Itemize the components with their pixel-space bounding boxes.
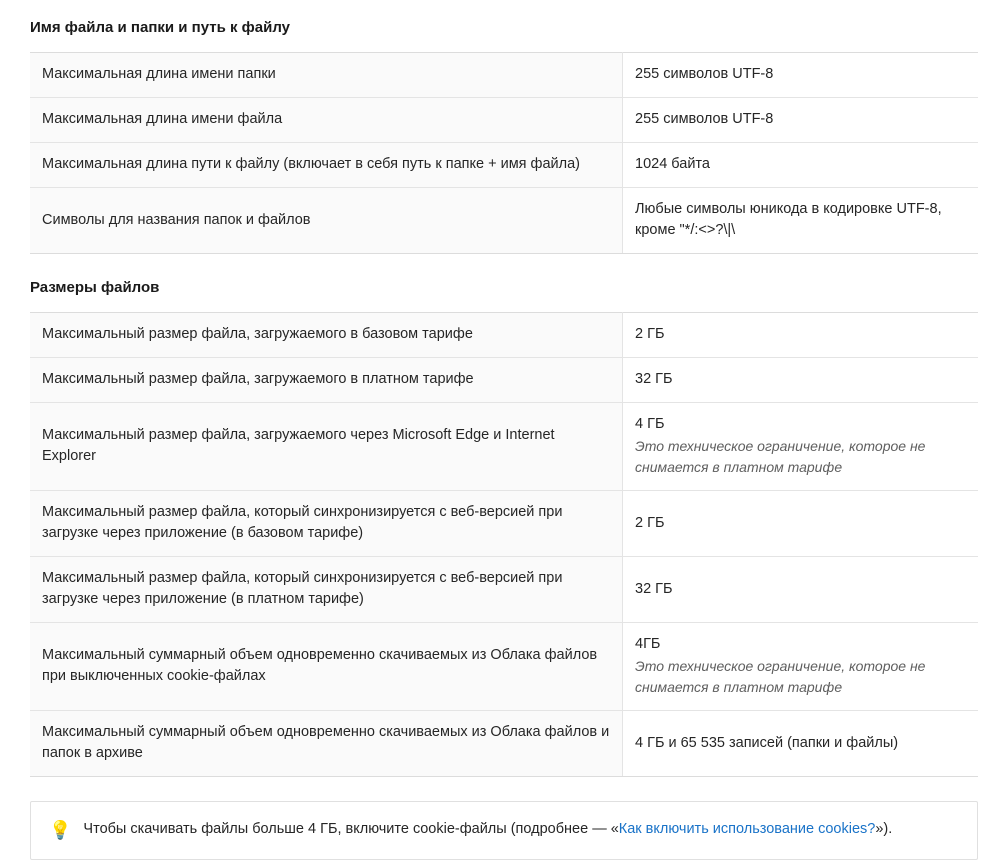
table-row	[30, 557, 978, 623]
row-key: Максимальная длина имени файла	[30, 98, 623, 143]
row-key: Максимальный размер файла, который синхронизируется с веб-версией при загрузке через приложение (в базовом тарифе)	[30, 491, 623, 557]
row-value-text: 4ГБ	[635, 636, 661, 652]
row-value-text: Любые символы юникода в кодировке UTF-8, кроме "*/:<>?\|\	[635, 201, 942, 238]
table-row	[30, 53, 978, 98]
row-value	[623, 313, 979, 358]
table-filenames	[30, 52, 978, 254]
row-value	[623, 98, 979, 143]
table-row	[30, 623, 978, 711]
lightbulb-icon: 💡	[49, 820, 72, 840]
section-title-filesizes: Размеры файлов	[30, 279, 160, 296]
row-value-note: Это техническое ограничение, которое не снимается в платном тарифе	[635, 658, 926, 695]
row-key: Максимальная длина пути к файлу (включает в себя путь к папке + имя файла)	[30, 143, 623, 188]
row-value-text: 255 символов UTF-8	[635, 111, 774, 127]
row-value-text: 2 ГБ	[635, 326, 665, 342]
table-row	[30, 711, 978, 777]
row-value-text: 4 ГБ и 65 535 записей (папки и файлы)	[635, 734, 899, 751]
row-value	[623, 143, 979, 188]
tip-callout	[30, 801, 978, 860]
row-key: Символы для названия папок и файлов	[30, 188, 623, 254]
row-value-text: 32 ГБ	[635, 580, 673, 597]
row-value	[623, 623, 979, 711]
table-row	[30, 491, 978, 557]
tip-text-after: »).	[875, 821, 893, 837]
tip-callout-text	[83, 818, 892, 841]
table-row	[30, 98, 978, 143]
cookies-help-link[interactable]: Как включить использование cookies?	[618, 821, 876, 837]
row-value	[623, 557, 979, 623]
table-row	[30, 188, 978, 254]
row-value-note: Это техническое ограничение, которое не снимается в платном тарифе	[635, 438, 926, 475]
row-key: Максимальный суммарный объем одновременно скачиваемых из Облака файлов при выключенных cookie-файлах	[30, 623, 623, 711]
row-key: Максимальный размер файла, загружаемого в базовом тарифе	[30, 313, 623, 358]
row-value	[623, 188, 979, 254]
table-row	[30, 358, 978, 403]
row-value	[623, 491, 979, 557]
row-value	[623, 711, 979, 777]
row-value	[623, 53, 979, 98]
row-key: Максимальный размер файла, загружаемого через Microsoft Edge и Internet Explorer	[30, 403, 623, 491]
row-key: Максимальный размер файла, загружаемого в платном тарифе	[30, 358, 623, 403]
row-key: Максимальный суммарный объем одновременно скачиваемых из Облака файлов и папок в архиве	[30, 711, 623, 777]
row-key: Максимальный размер файла, который синхронизируется с веб-версией при загрузке через приложение (в платном тарифе)	[30, 557, 623, 623]
row-value	[623, 403, 979, 491]
table-row	[30, 313, 978, 358]
section-title-filenames: Имя файла и папки и путь к файлу	[30, 19, 291, 36]
row-value	[623, 358, 979, 403]
table-row	[30, 403, 978, 491]
row-value-text: 255 символов UTF-8	[635, 66, 774, 82]
row-value-text: 2 ГБ	[635, 514, 665, 531]
table-filesizes	[30, 312, 978, 777]
row-value-text: 4 ГБ	[635, 416, 665, 432]
table-row	[30, 143, 978, 188]
tip-text-before: Чтобы скачивать файлы больше 4 ГБ, включите cookie-файлы (подробнее — «	[83, 821, 619, 837]
row-key: Максимальная длина имени папки	[30, 53, 623, 98]
row-value-text: 32 ГБ	[635, 371, 673, 387]
row-value-text: 1024 байта	[635, 156, 710, 172]
